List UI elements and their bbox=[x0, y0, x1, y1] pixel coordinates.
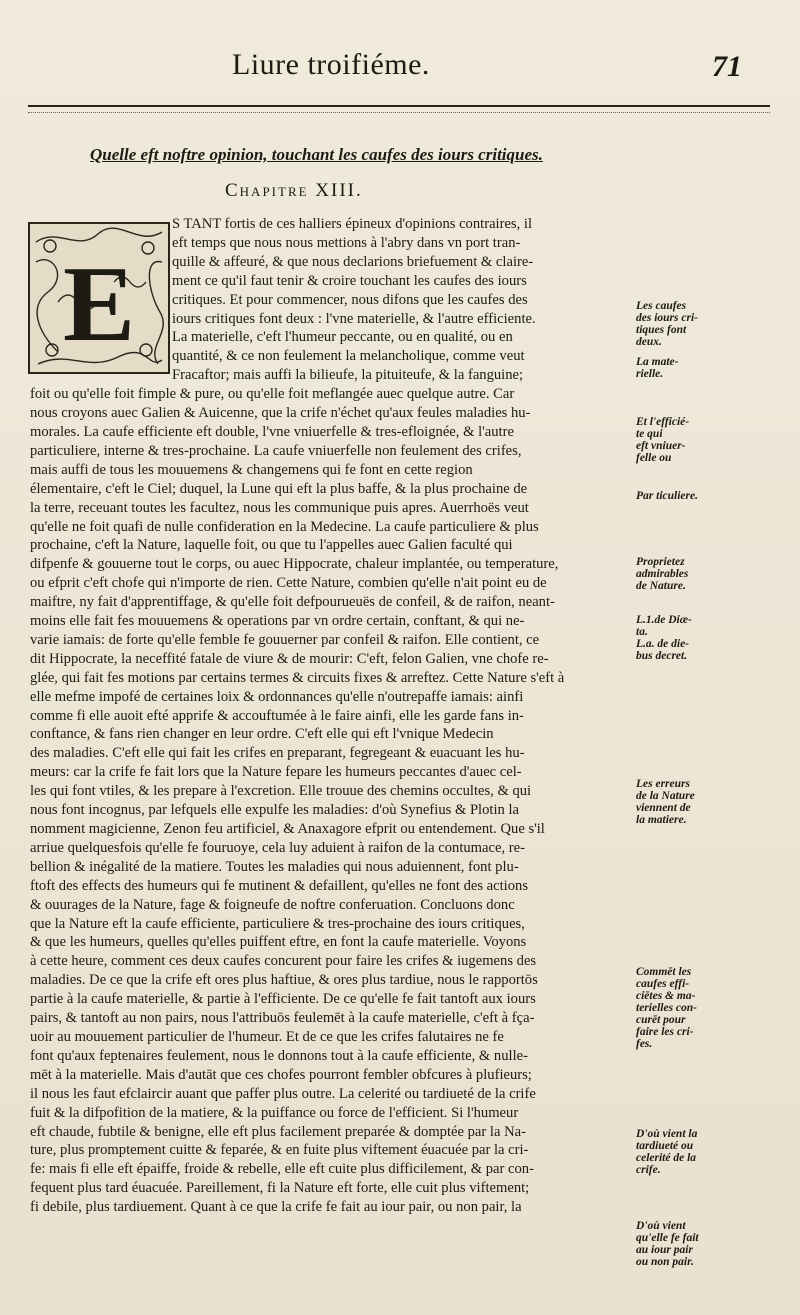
marginal-note-line: Les erreurs bbox=[636, 778, 690, 790]
body-line: particuliere, interne & tres-prochaine. La caufe vniuerfelle non feulement des crifes, bbox=[30, 442, 522, 459]
body-line: & que les humeurs, quelles qu'elles puiffent eftre, en font la caufe materielle. Voyons bbox=[30, 934, 527, 951]
marginal-note-line: Les caufes bbox=[636, 300, 687, 312]
body-line: varie iamais: de forte qu'elle femble fe gouuerner par confeil & raifon. Elle contient, ce bbox=[30, 631, 540, 648]
page-number: 71 bbox=[712, 50, 742, 83]
marginal-note-line: tiques font bbox=[636, 324, 687, 336]
marginal-note-line: Proprietez bbox=[636, 556, 685, 568]
body-line: des maladies. C'eft elle qui fait les crifes en preparant, fegregeant & euacuant les hu- bbox=[30, 745, 525, 762]
marginal-note-line: D'où vient la bbox=[636, 1128, 698, 1140]
body-line: maiftre, ny fait d'apprentiffage, & qu'elle foit defpourueuës de confeil, & de raifon, neant- bbox=[30, 594, 555, 611]
marginal-note-line: curēt pour bbox=[636, 1014, 686, 1026]
body-line: les qui font vtiles, & les prepare à l'excretion. Elle trouue des chemins occultes, & qui bbox=[30, 783, 532, 800]
body-line: maladies. De ce que la crife eft ores plus haftiue, & ores plus tardiue, nous le rapportōs bbox=[30, 972, 538, 989]
marginal-note-line: de Nature. bbox=[636, 580, 686, 592]
section-title: Quelle eft noftre opinion, touchant les caufes des iours critiques. bbox=[90, 145, 543, 164]
body-line: pairs, & tantoft au non pairs, nous l'attribuōs feulemēt à la caufe materielle, c'eft à fça- bbox=[30, 1010, 535, 1027]
body-line: quille & affeuré, & que nous declarions briefuement & claire- bbox=[172, 253, 534, 270]
marginal-note-line: la matiere. bbox=[636, 814, 687, 826]
body-line: qu'elle ne foit quafi de nulle confideration en la Medecine. La caufe particuliere & plus bbox=[30, 518, 539, 535]
body-line: arriue quelquesfois qu'elle fe fouruoye, cela luy aduient à raifon de la contumace, re- bbox=[30, 839, 525, 856]
marginal-note-line: au iour pair bbox=[636, 1244, 693, 1256]
body-line: fi debile, plus tardiuement. Quant à ce que la crife fe fait au iour pair, ou non pair, la bbox=[30, 1199, 522, 1216]
marginal-note-line: D'où vient bbox=[636, 1220, 686, 1232]
body-line: fequent plus tard éuacuée. Pareillement, fi la Nature eft forte, elle cuit plus viftement; bbox=[30, 1180, 530, 1197]
body-line: foit ou qu'elle foit fimple & pure, ou qu'elle foit meflangée auec quelque autre. Car bbox=[30, 386, 515, 403]
body-line: prochaine, c'eft la Nature, laquelle foit, ou que tu l'appelles auec Galien faculté qui bbox=[30, 537, 513, 554]
body-line: La materielle, c'eft l'humeur peccante, ou en qualité, ou en bbox=[172, 329, 513, 346]
marginal-note bbox=[636, 356, 786, 380]
body-line: bellion & inégalité de la matiere. Toutes les maladies qui nous aduiennent, font plu- bbox=[30, 858, 519, 875]
body-line: nomment magicienne, Zenon feu artificiel, & Anaxagore efprit ou entendement. Que s'il bbox=[30, 821, 545, 837]
body-line: mais auffi de tous les mouuemens & changemens qui fe font en cette region bbox=[30, 461, 473, 478]
marginal-note-line: te qui bbox=[636, 428, 663, 440]
marginal-note-line: ta. bbox=[636, 626, 648, 638]
marginal-note bbox=[636, 614, 786, 662]
marginal-note-line: qu'elle fe fait bbox=[636, 1232, 699, 1244]
body-line: que la Nature eft la caufe efficiente, particuliere & tres-prochaine des iours critiques, bbox=[30, 915, 525, 932]
marginal-note bbox=[636, 1128, 786, 1176]
marginal-note-line: viennent de bbox=[636, 802, 691, 814]
body-line: Fracaftor; mais auffi la bilieufe, la pituiteufe, & la fanguine; bbox=[172, 367, 524, 384]
body-line: elle mefme impofé de certaines loix & ordonnances qu'elle n'outrepaffe iamais: ainfi bbox=[30, 688, 524, 705]
body-line: fuit & la difpofition de la matiere, & la puiffance ou force de l'efficient. Si l'humeur bbox=[30, 1104, 519, 1121]
chapter-title: Chapitre XIII. bbox=[225, 180, 363, 201]
running-head: Liure troifiéme. bbox=[232, 48, 430, 81]
body-line: moins elle fait fes mouuemens & operations par vn ordre certain, conftant, & qui ne- bbox=[30, 613, 525, 630]
body-line: la terre, receuant toutes les facultez, nous les communique puis apres. Auerrhoës veut bbox=[30, 499, 529, 516]
body-line: conftance, & fans rien changer en leur ordre. C'eft elle qui eft l'vnique Medecin bbox=[30, 726, 494, 743]
body-line: eft temps que nous nous mettions à l'abry dans vn port tran- bbox=[172, 234, 521, 251]
body-line: ment ce qu'il faut tenir & croire touchant les caufes des iours bbox=[172, 272, 527, 289]
marginal-note-line: Commēt les bbox=[636, 966, 692, 978]
body-line: critiques. Et pour commencer, nous difons que les caufes des bbox=[172, 291, 528, 308]
marginal-note-line: des iours cri- bbox=[636, 312, 698, 324]
marginal-note-line: eft vniuer- bbox=[636, 440, 686, 452]
marginal-note-line: La mate- bbox=[636, 356, 679, 368]
marginal-note-line: felle ou bbox=[636, 452, 672, 464]
body-line: eft chaude, fubtile & benigne, elle eft plus facilement preparée & domptée par la Na- bbox=[30, 1123, 526, 1140]
marginal-note-line: celerité de la bbox=[636, 1152, 697, 1164]
body-line: fe: mais fi elle eft épaiffe, froide & rebelle, elle eft cuite plus difficilement, & par con- bbox=[30, 1161, 534, 1178]
marginal-note-line: Par ticuliere. bbox=[636, 490, 698, 502]
body-line: à cette heure, comment ces deux caufes concurent pour faire les crifes & iugemens des bbox=[30, 953, 537, 970]
marginal-note bbox=[636, 416, 786, 464]
body-line: & ouurages de la Nature, fage & foigneufe de noftre conferuation. Concluons donc bbox=[30, 896, 515, 913]
body-line: mēt à la materielle. Mais d'autāt que ces chofes pourront fembler obfcures à plufieurs; bbox=[30, 1066, 532, 1083]
marginal-note-line: deux. bbox=[636, 336, 662, 348]
marginal-note-line: Et l'efficié- bbox=[636, 416, 690, 428]
body-line: glée, qui fait fes motions par certains termes & circuits fixes & arreftez. Cette Nature s'eft à bbox=[30, 669, 565, 686]
header-rule bbox=[28, 105, 770, 107]
body-line: difpenfe & gouuerne tout le corps, ou auec Hippocrate, chaleur implantée, ou temperature, bbox=[30, 556, 559, 573]
body-line: S TANT fortis de ces halliers épineux d'opinions contraires, il bbox=[172, 216, 533, 232]
marginal-note-line: ou non pair. bbox=[636, 1256, 694, 1268]
marginal-note-line: bus decret. bbox=[636, 650, 688, 662]
body-line: uoir au mouuement particulier de l'humeur. Et de ce que les crifes falutaires ne fe bbox=[30, 1028, 504, 1045]
body-line: iours critiques font deux : l'vne materielle, & l'autre efficiente. bbox=[172, 310, 536, 327]
body-line: élementaire, c'eft le Ciel; duquel, la Lune qui eft la plus baffe, & la plus prochaine de bbox=[30, 480, 528, 497]
body-line: morales. La caufe efficiente eft double, l'vne vniuerfelle & tres-efloignée, & l'autre bbox=[30, 423, 514, 440]
body-line: nous croyons auec Galien & Auicenne, que la crife n'échet qu'aux feules maladies hu- bbox=[30, 405, 531, 422]
marginal-note bbox=[636, 300, 786, 348]
marginal-note-line: L.1.de Diæ- bbox=[636, 614, 692, 626]
header-dotted-rule bbox=[28, 112, 770, 113]
body-line: il nous les faut efclaircir auant que paffer plus outre. La celerité ou tardiueté de la crife bbox=[30, 1085, 536, 1102]
marginal-note bbox=[636, 490, 786, 502]
marginal-note bbox=[636, 556, 786, 592]
marginal-note bbox=[636, 1220, 786, 1268]
marginal-note-line: crife. bbox=[636, 1164, 661, 1176]
body-line: ftoft des effects des humeurs qui fe mutinent & defaillent, qu'elles ne font des actions bbox=[30, 877, 529, 894]
marginal-note-line: faire les cri- bbox=[636, 1026, 694, 1038]
body-line: ture, plus promptement cuitte & feparée, & en fuite plus viftement éuacuée par la cri- bbox=[30, 1142, 529, 1159]
body-line: partie à la caufe materielle, & partie à l'efficiente. De ce qu'elle fe fait tantoft aux iours bbox=[30, 991, 536, 1008]
marginal-note-line: L.a. de die- bbox=[636, 638, 690, 650]
marginal-note-line: caufes effi- bbox=[636, 978, 690, 990]
marginal-note bbox=[636, 966, 786, 1050]
body-text bbox=[30, 215, 630, 1217]
body-line: nous font incognus, par lefquels elle expulfe les maladies: d'où Synefius & Plotin la bbox=[30, 802, 519, 819]
body-line: quantité, & ce non feulement la melancholique, comme veut bbox=[172, 348, 525, 365]
marginal-note-line: rielle. bbox=[636, 368, 664, 380]
body-line: meurs: car la crife fe fait lors que la Nature fepare les humeurs peccantes d'auec cel- bbox=[30, 764, 522, 781]
svg-text:E: E bbox=[62, 245, 136, 364]
marginal-note-line: fes. bbox=[636, 1038, 653, 1050]
body-line: comme fi elle auoit efté apprife & accouftumée à le faire ainfi, elle les garde fans in- bbox=[30, 707, 524, 724]
marginal-note-line: terielles con- bbox=[636, 1002, 697, 1014]
body-line: dit Hippocrate, la neceffité fatale de viure & de mourir: C'eft, felon Galien, vne chofe re- bbox=[30, 650, 549, 667]
body-line: font qu'aux feptenaires feulement, nous le donnons tout à la caufe efficiente, & nulle- bbox=[30, 1047, 528, 1064]
marginal-note-line: admirables bbox=[636, 568, 689, 580]
marginal-note-line: tardiueté ou bbox=[636, 1140, 694, 1152]
body-line: ou efprit c'eft chofe qui n'importe de rien. Cette Nature, combien qu'elle n'ait point eu de bbox=[30, 575, 547, 592]
marginal-note bbox=[636, 778, 786, 826]
marginal-note-line: ciētes & ma- bbox=[636, 990, 696, 1002]
marginal-note-line: de la Nature bbox=[636, 790, 695, 802]
